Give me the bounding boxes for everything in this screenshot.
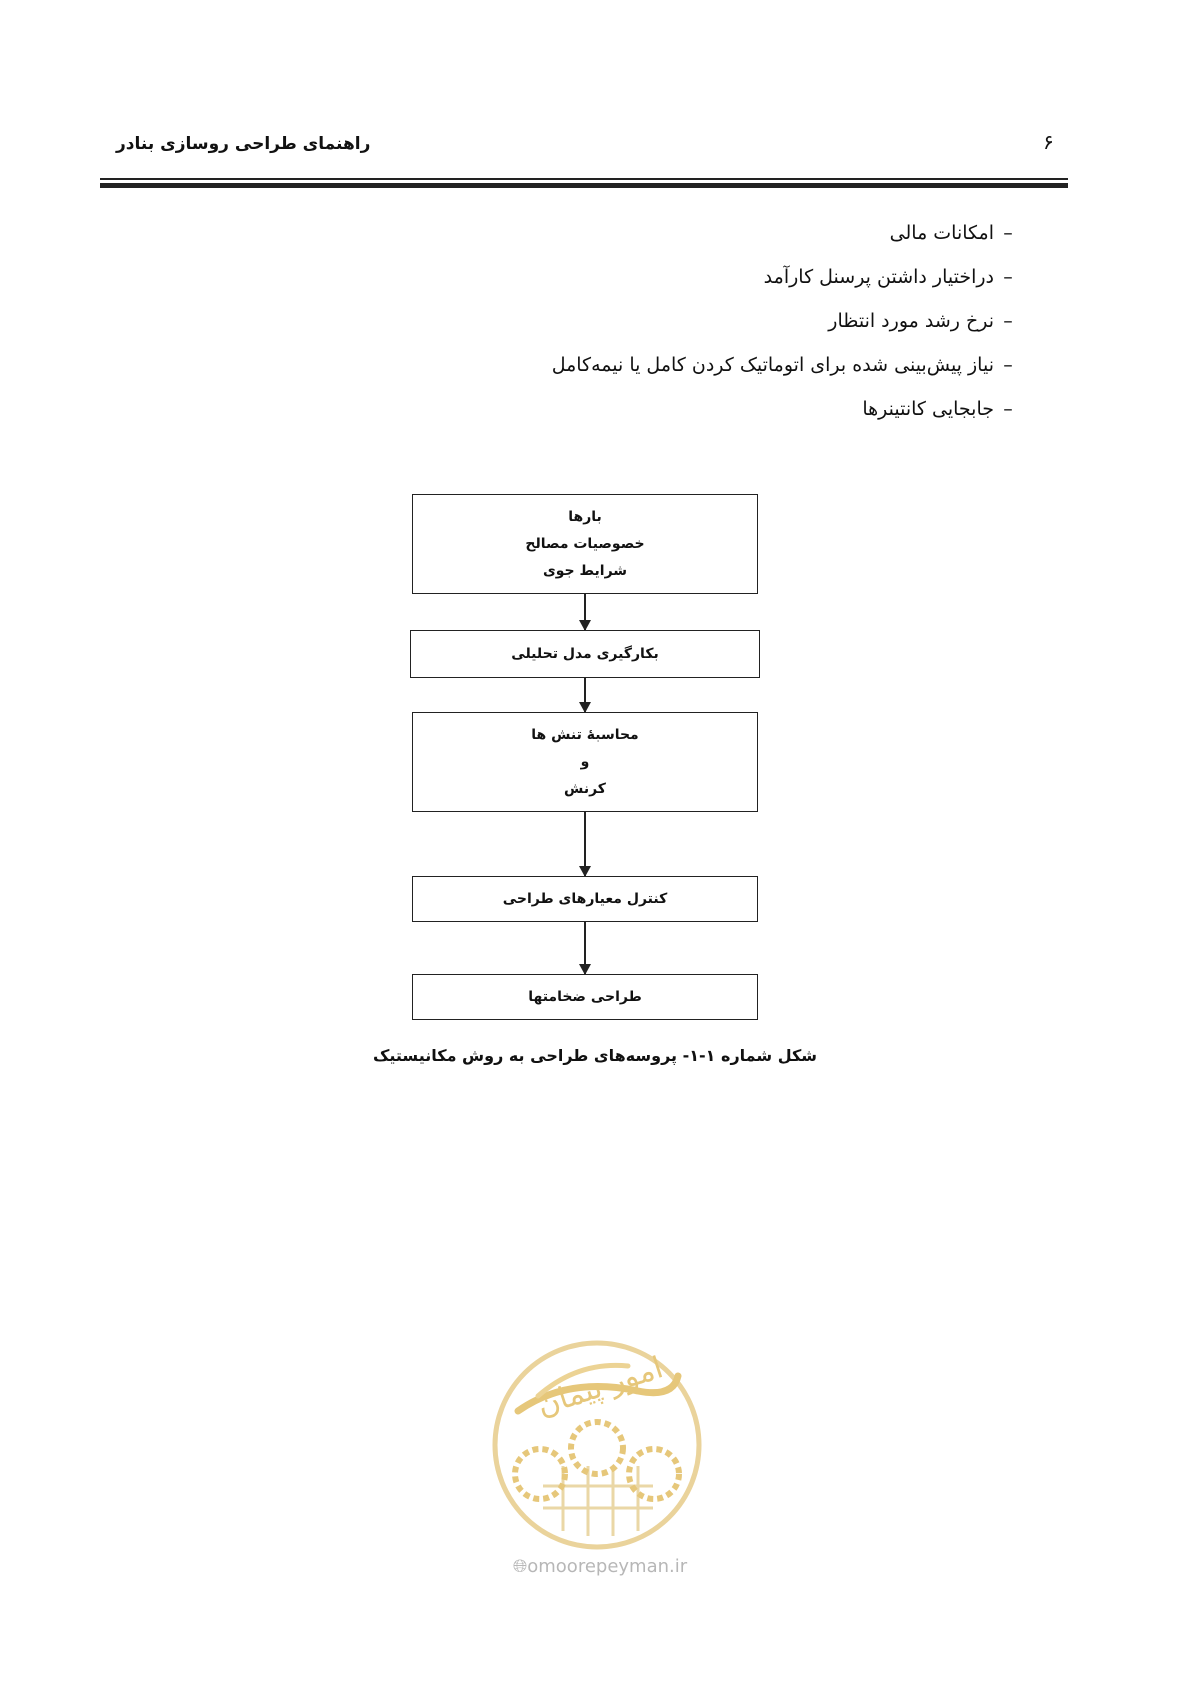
flowchart-box-inputs xyxy=(412,494,758,594)
watermark-url xyxy=(500,1556,700,1577)
flowchart-box-line: محاسبهٔ تنش ها xyxy=(531,726,639,743)
bullet-text: نیاز پیش‌بینی شده برای اتوماتیک کردن کامل یا نیمه‌کامل xyxy=(551,354,994,376)
list-item xyxy=(552,218,1022,262)
flowchart-arrow xyxy=(584,678,586,712)
bullet-text: دراختیار داشتن پرسنل کارآمد xyxy=(763,266,994,288)
figure-caption: شکل شماره ۱-۱- پروسه‌های طراحی به روش مکانیستیک xyxy=(372,1046,818,1065)
flowchart-box-line: خصوصیات مصالح xyxy=(525,535,645,552)
flowchart-box-line: شرایط جوی xyxy=(542,562,628,579)
bullet-dash: – xyxy=(1003,266,1013,288)
bullet-text: جابجایی کانتینرها xyxy=(862,398,994,420)
list-item xyxy=(552,262,1022,306)
flowchart-arrow xyxy=(584,594,586,630)
bullet-dash: – xyxy=(1003,310,1013,332)
page-number: ۶ xyxy=(1043,130,1054,154)
bullet-text: امکانات مالی xyxy=(889,222,994,244)
flowchart-box-line: بکارگیری مدل تحلیلی xyxy=(511,645,659,662)
flowchart-box-line: بارها xyxy=(568,508,602,525)
bullet-dash: – xyxy=(1003,222,1013,244)
watermark-url-text: omoorepeyman.ir xyxy=(527,1556,688,1577)
list-item xyxy=(552,350,1022,394)
flowchart-box-line: کنترل معیارهای طراحی xyxy=(502,890,668,907)
bullet-dash: – xyxy=(1003,398,1013,420)
watermark-logo-icon xyxy=(488,1336,706,1554)
header-rule-thick xyxy=(100,183,1068,188)
flowchart-box-model xyxy=(410,630,760,678)
flowchart-box-line: کرنش xyxy=(564,780,606,797)
flowchart-box-criteria xyxy=(412,876,758,922)
watermark-logo-text: امور پیمان xyxy=(532,1350,668,1424)
bullet-list xyxy=(552,218,1022,438)
flowchart-box-thickness xyxy=(412,974,758,1020)
flowchart-box-line: و xyxy=(580,753,590,770)
list-item xyxy=(552,394,1022,438)
flowchart-arrow xyxy=(584,812,586,876)
flowchart-box-stress xyxy=(412,712,758,812)
bullet-text: نرخ رشد مورد انتظار xyxy=(828,310,994,332)
flowchart-arrow xyxy=(584,922,586,974)
header-title: راهنمای طراحی روسازی بنادر xyxy=(116,134,371,154)
globe-icon: 🌐︎ xyxy=(512,1556,528,1577)
flowchart-box-line: طراحی ضخامتها xyxy=(528,988,642,1005)
list-item xyxy=(552,306,1022,350)
bullet-dash: – xyxy=(1003,354,1013,376)
header-rule-thin xyxy=(100,178,1068,180)
